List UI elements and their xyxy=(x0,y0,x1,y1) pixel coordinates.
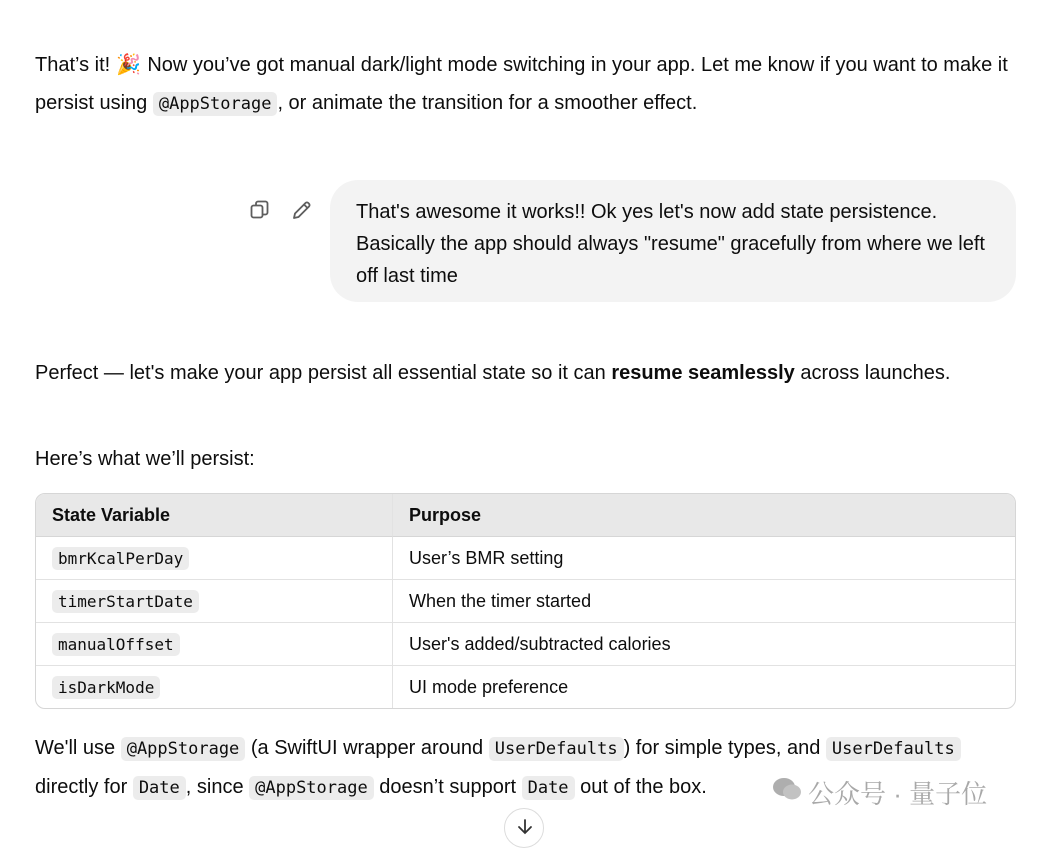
copy-icon[interactable] xyxy=(248,198,272,222)
table-row xyxy=(36,580,1015,623)
table-row xyxy=(36,623,1015,666)
intro-text-2: Now you’ve got manual dark/light mode switching in your app. Let me know if you want to make it persist using xyxy=(35,54,1008,114)
inline-code: UserDefaults xyxy=(826,737,961,761)
state-table xyxy=(35,493,1016,709)
user-message-text: That's awesome it works!! Ok yes let's now add state persistence. Basically the app should always "resume" gracefully from where we left off last time xyxy=(356,201,985,287)
inline-code: Date xyxy=(133,776,186,800)
header-state-variable: State Variable xyxy=(36,494,393,537)
table-cell xyxy=(36,666,393,708)
text: (a SwiftUI wrapper around xyxy=(245,737,489,759)
intro-paragraph xyxy=(35,46,1020,123)
response-paragraph xyxy=(35,354,1020,392)
text: doesn’t support xyxy=(373,776,522,798)
inline-code: @AppStorage xyxy=(153,92,278,116)
table-cell: User’s BMR setting xyxy=(393,537,1015,580)
user-message-bubble xyxy=(330,180,1016,302)
text: We'll use xyxy=(35,737,121,759)
scroll-down-button[interactable] xyxy=(504,808,544,848)
intro-text: That’s it! xyxy=(35,54,111,76)
persist-heading: Here’s what we’ll persist: xyxy=(35,448,255,470)
watermark xyxy=(772,772,987,812)
table-header-row xyxy=(36,494,1015,537)
arrow-down-icon xyxy=(515,817,535,843)
response-text-end: across launches. xyxy=(794,362,951,384)
table-cell xyxy=(36,537,393,580)
party-popper-icon: 🎉 xyxy=(116,54,142,76)
bold-text: resume seamlessly xyxy=(611,362,795,384)
response-text: Perfect — let's make your app persist all essential state so it can xyxy=(35,362,612,384)
text: , since xyxy=(185,776,250,798)
table-cell: When the timer started xyxy=(393,580,1015,623)
variable-code: manualOffset xyxy=(52,633,180,656)
inline-code: @AppStorage xyxy=(121,737,246,761)
inline-code: Date xyxy=(522,776,575,800)
table-cell xyxy=(36,580,393,623)
variable-code: timerStartDate xyxy=(52,590,199,613)
inline-code: UserDefaults xyxy=(489,737,624,761)
table-cell xyxy=(36,623,393,666)
text: ) for simple types, and xyxy=(623,737,826,759)
inline-code: @AppStorage xyxy=(249,776,374,800)
variable-code: bmrKcalPerDay xyxy=(52,547,189,570)
message-actions xyxy=(248,198,314,222)
text: directly for xyxy=(35,776,133,798)
header-purpose: Purpose xyxy=(393,494,1015,537)
intro-text-3: , or animate the transition for a smoother effect. xyxy=(277,92,698,114)
variable-code: isDarkMode xyxy=(52,676,160,699)
table-row xyxy=(36,666,1015,708)
table-cell: User's added/subtracted calories xyxy=(393,623,1015,666)
wechat-icon xyxy=(772,776,802,809)
table-cell: UI mode preference xyxy=(409,676,569,697)
pencil-icon[interactable] xyxy=(290,198,314,222)
watermark-label: 公众号 · 量子位 xyxy=(808,778,988,809)
table-row xyxy=(36,537,1015,580)
text: out of the box. xyxy=(574,776,707,798)
